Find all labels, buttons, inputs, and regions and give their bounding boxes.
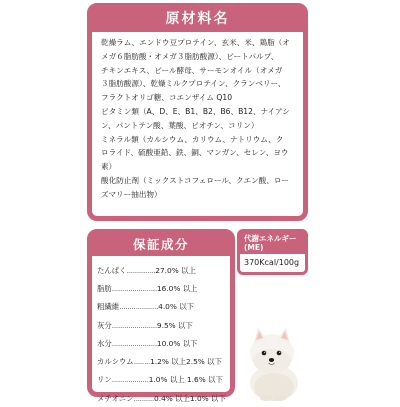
- row-label: 脂肪: [97, 283, 112, 293]
- ingredients-line: 乾燥ラム、エンドウ豆プロテイン、玄米、米、鶏脂（オ: [101, 38, 290, 47]
- ingredients-card: [87, 3, 308, 221]
- energy-title: [240, 232, 305, 254]
- guarantee-table: [92, 256, 230, 407]
- row-leader: ...................: [119, 302, 159, 312]
- ingredients-line: 酸化防止剤（ミックストコフェロール、クエン酸、ロー: [101, 175, 290, 185]
- row-label: 灰分: [97, 320, 112, 330]
- ingredients-list: [92, 32, 303, 202]
- energy-title-line: 代謝エネルギー: [244, 234, 297, 243]
- guarantee-row-moisture: [97, 334, 230, 352]
- row-value: 10.0% 以下: [156, 338, 198, 348]
- dog-icon: [250, 327, 298, 401]
- ingredients-line: メガ６脂肪酸・オメガ３脂肪酸源）、ビートパルプ、: [101, 51, 279, 61]
- ingredients-line: ３脂肪酸源）、乾燥ミルクプロテイン、クランベリー、: [101, 79, 286, 89]
- energy-value: 370Kcal/100g: [244, 258, 300, 267]
- row-label: 水分: [97, 338, 112, 348]
- row-value: 9.5% 以下: [156, 320, 193, 330]
- row-leader: ..................: [111, 375, 149, 385]
- ingredients-line: ビタミン類（A、D、E、B1、B2、B6、B12、ナイアシ: [101, 106, 290, 116]
- guarantee-row-calcium: [97, 352, 230, 370]
- row-leader: ......................: [111, 338, 157, 348]
- row-label: たんぱく: [97, 265, 127, 275]
- row-leader: ......................: [111, 283, 157, 293]
- row-value: 27.0% 以上: [155, 265, 196, 275]
- energy-card: [237, 229, 308, 275]
- row-label: 粗繊維: [97, 302, 120, 312]
- guarantee-card: [87, 229, 235, 403]
- dog-image: [236, 315, 308, 400]
- row-label: カルシウム: [97, 357, 134, 367]
- energy-title-unit: (ME): [244, 243, 264, 252]
- ingredients-line: フラクトオリゴ糖、コエンザイム Q10: [101, 93, 233, 103]
- row-leader: ..........: [133, 393, 155, 403]
- guarantee-row-protein: [97, 261, 230, 279]
- ingredients-line: ズマリー抽出物）: [101, 189, 162, 199]
- row-label: リン: [97, 375, 112, 385]
- guarantee-row-fiber: [97, 298, 230, 316]
- guarantee-row-fat: [97, 279, 230, 297]
- ingredients-line: チキンエキス、ビール酵母、サーモンオイル（オメガ: [101, 65, 283, 75]
- ingredients-line: ミネラル類（カルシウム、カリウム、ナトリウム、ク: [101, 134, 284, 144]
- ingredients-line: ン、パントテン酸、葉酸、ビオチン、コリン）: [101, 120, 259, 130]
- guarantee-row-methionine: [97, 389, 230, 407]
- row-label: メチオニン: [97, 393, 134, 403]
- row-value: 16.0% 以上: [156, 283, 198, 293]
- row-value: 1.0% 以上 1.6% 以下: [148, 375, 223, 385]
- guarantee-row-phosphorus: [97, 371, 230, 389]
- row-leader: ..............: [126, 265, 156, 275]
- row-leader: ........: [133, 357, 151, 367]
- guarantee-row-ash: [97, 316, 230, 334]
- row-value: 1.2% 以上2.5% 以下: [150, 357, 222, 367]
- row-leader: ......................: [111, 320, 157, 330]
- ingredients-line: ロライド、硫酸亜鉛、鉄、銅、マンガン、セレン、ヨウ素）: [101, 148, 289, 172]
- row-value: 4.0% 以下: [158, 302, 195, 312]
- row-value: 0.4% 以上1.0% 以下: [154, 393, 226, 403]
- guarantee-title: 保証成分: [92, 234, 230, 256]
- ingredients-title: 原材料名: [92, 8, 303, 32]
